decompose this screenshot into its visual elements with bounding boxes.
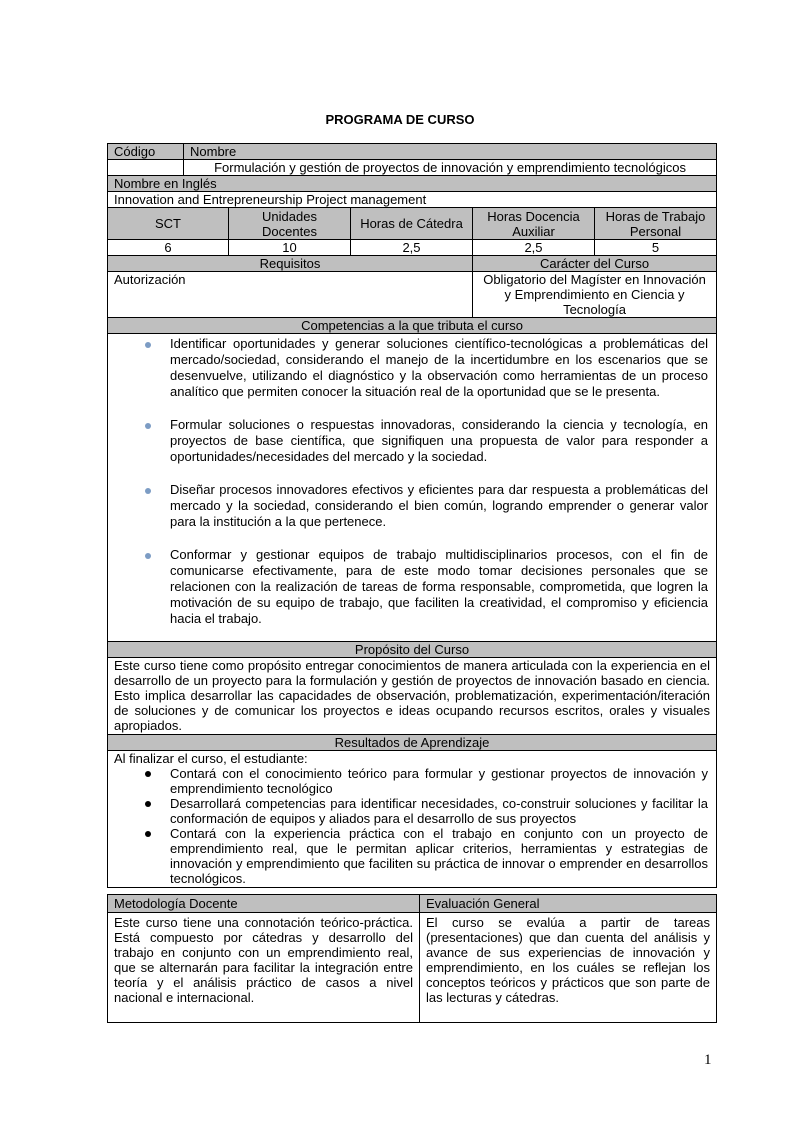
resultados-list [114, 766, 708, 886]
list-item: Formular soluciones o respuestas innovadoras, considerando la ciencia y tecnología, en proyectos de base científica, que signifiquen una propuesta de valor para responder a oportunidades/necesidades del mercado y la sociedad. [170, 417, 708, 465]
caracter-value: Obligatorio del Magíster en Innovación y Emprendimiento en Ciencia y Tecnología [473, 272, 717, 318]
sct-value: 6 [108, 240, 229, 256]
nombre-ingles-value: Innovation and Entrepreneurship Project management [108, 192, 717, 208]
list-item: Desarrollará competencias para identificar necesidades, co-construir soluciones y facilitar la conformación de equipos y aliados para el desarrollo de sus proyectos [170, 796, 708, 826]
resultados-label: Resultados de Aprendizaje [108, 735, 717, 751]
methodology-table [107, 894, 717, 1023]
evaluacion-label: Evaluación General [420, 895, 717, 913]
competencias-cell [108, 334, 717, 642]
bullet-icon [145, 488, 151, 494]
nombre-label: Nombre [184, 144, 717, 160]
document-title: PROGRAMA DE CURSO [325, 112, 475, 127]
list-item: Contará con el conocimiento teórico para formular y gestionar proyectos de innovación y emprendimiento tecnológico [170, 766, 708, 796]
bullet-icon [145, 831, 151, 837]
metodologia-label: Metodología Docente [108, 895, 420, 913]
unidades-docentes-header: Unidades Docentes [229, 208, 351, 240]
horas-catedra-value: 2,5 [351, 240, 473, 256]
competencias-list [114, 336, 708, 627]
metodologia-text: Este curso tiene una connotación teórico-práctica. Está compuesto por cátedras y desarrollo del trabajo en conjunto con un emprendimiento real, que se alternarán para facilitar la integración entre teoría y el análisis práctico de casos a nivel nacional e internacional. [108, 913, 420, 1023]
bullet-icon [145, 771, 151, 777]
horas-docencia-auxiliar-value: 2,5 [473, 240, 595, 256]
caracter-label: Carácter del Curso [473, 256, 717, 272]
course-table [107, 143, 717, 888]
list-item: Identificar oportunidades y generar soluciones científico-tecnológicas a problemáticas del mercado/sociedad, considerando el manejo de la incertidumbre en los escenarios que se desenvuelve, utilizando el diagnóstico y la observación como herramientas de un proceso analítico que permiten conocer la situación real de la oportunidad que se le presenta. [170, 336, 708, 400]
bullet-icon [145, 801, 151, 807]
horas-docencia-auxiliar-header: Horas Docencia Auxiliar [473, 208, 595, 240]
bullet-icon [145, 553, 151, 559]
resultados-cell [108, 751, 717, 888]
codigo-value [108, 160, 184, 176]
competencias-label: Competencias a la que tributa el curso [108, 318, 717, 334]
proposito-text: Este curso tiene como propósito entregar conocimientos de manera articulada con la experiencia en el desarrollo de un proyecto para la formulación y gestión de proyectos de innovación basado en ciencia. Esto implica desarrollar las capacidades de observación, problematización, experimentación/iteración de soluciones y de comunicar los proyectos e ideas ocupando recursos escritos, orales y visuales apropiados. [108, 658, 717, 735]
requisitos-label: Requisitos [108, 256, 473, 272]
nombre-value: Formulación y gestión de proyectos de innovación y emprendimiento tecnológicos [184, 160, 717, 176]
bullet-icon [145, 342, 151, 348]
codigo-label: Código [108, 144, 184, 160]
unidades-docentes-value: 10 [229, 240, 351, 256]
horas-trabajo-personal-header: Horas de Trabajo Personal [595, 208, 717, 240]
evaluacion-text: El curso se evalúa a partir de tareas (presentaciones) que dan cuenta del análisis y avance de sus experiencias de innovación y emprendimiento, en los cuáles se reflejan los conceptos teóricos y prácticos que son parte de las lecturas y cátedras. [420, 913, 717, 1023]
horas-trabajo-personal-value: 5 [595, 240, 717, 256]
nombre-ingles-label: Nombre en Inglés [108, 176, 717, 192]
horas-catedra-header: Horas de Cátedra [351, 208, 473, 240]
list-item: Contará con la experiencia práctica con el trabajo en conjunto con un proyecto de emprendimiento real, que le permitan aplicar criterios, herramientas y estrategias de innovación y emprendimiento que faciliten su práctica de innovar o emprender en desarrollos tecnológicos. [170, 826, 708, 886]
bullet-icon [145, 423, 151, 429]
requisitos-value: Autorización [108, 272, 473, 318]
list-item: Diseñar procesos innovadores efectivos y eficientes para dar respuesta a problemáticas del mercado y la sociedad, considerando el bien común, logrando emprender o generar valor para la institución a la que pertenece. [170, 482, 708, 530]
proposito-label: Propósito del Curso [108, 642, 717, 658]
list-item: Conformar y gestionar equipos de trabajo multidisciplinarios procesos, con el fin de comunicarse efectivamente, para de este modo tomar decisiones personales que se relacionen con la realización de tareas de forma responsable, comprometida, que logren la motivación de su equipo de trabajo, que faciliten la creatividad, el compromiso y eficiencia hacia el trabajo. [170, 547, 708, 627]
resultados-intro: Al finalizar el curso, el estudiante: [114, 751, 308, 766]
sct-header: SCT [108, 208, 229, 240]
page-number: 1 [704, 1052, 712, 1068]
